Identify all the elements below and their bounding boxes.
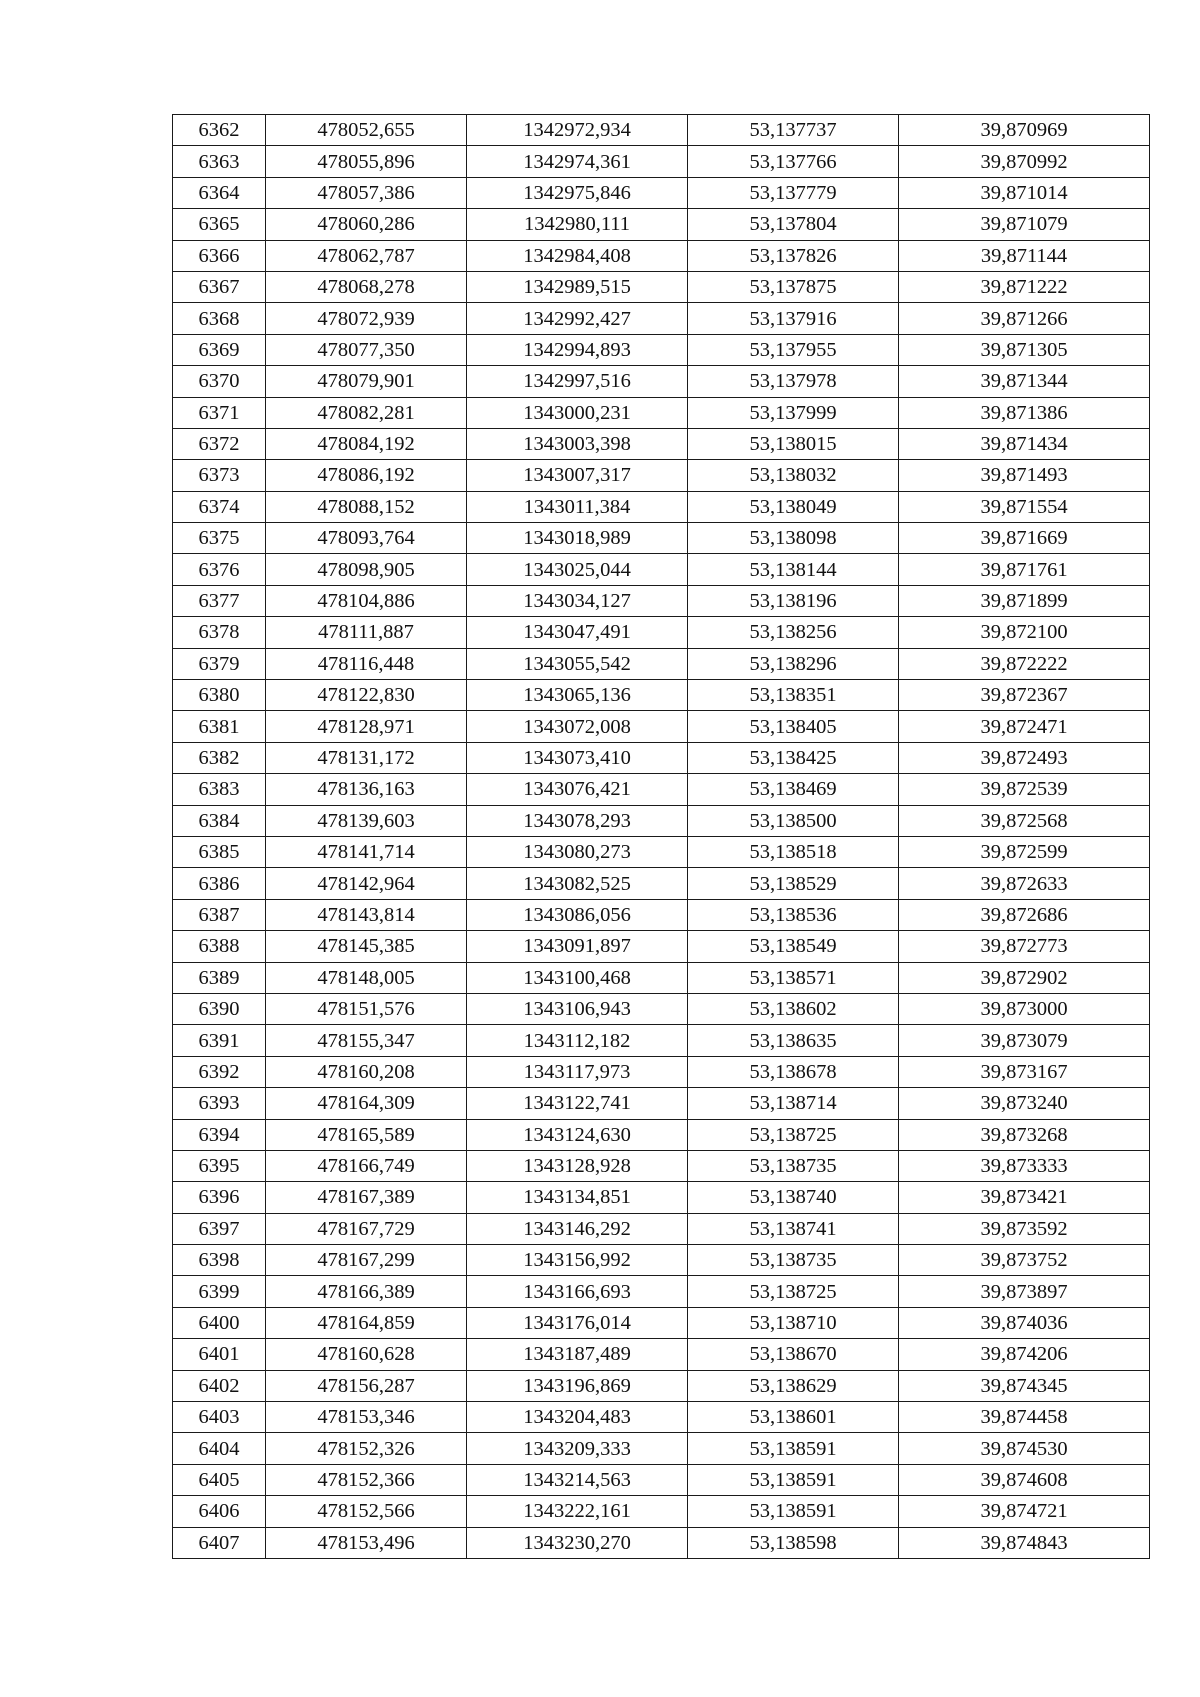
x-coordinate-cell: 478093,764: [266, 523, 467, 554]
longitude-cell: 39,872100: [899, 617, 1150, 648]
point-number-cell: 6401: [173, 1339, 266, 1370]
longitude-cell: 39,873333: [899, 1150, 1150, 1181]
table-row: [173, 1496, 1150, 1527]
table-row: [173, 1433, 1150, 1464]
point-number-cell: 6384: [173, 805, 266, 836]
y-coordinate-cell: 1343222,161: [467, 1496, 688, 1527]
longitude-cell: 39,873268: [899, 1119, 1150, 1150]
point-number-cell: 6387: [173, 899, 266, 930]
table-row: [173, 523, 1150, 554]
point-number-cell: 6395: [173, 1150, 266, 1181]
longitude-cell: 39,872599: [899, 836, 1150, 867]
point-number-cell: 6403: [173, 1402, 266, 1433]
x-coordinate-cell: 478060,286: [266, 209, 467, 240]
longitude-cell: 39,872493: [899, 742, 1150, 773]
table-row: [173, 585, 1150, 616]
y-coordinate-cell: 1343112,182: [467, 1025, 688, 1056]
latitude-cell: 53,138296: [688, 648, 899, 679]
y-coordinate-cell: 1343011,384: [467, 491, 688, 522]
x-coordinate-cell: 478111,887: [266, 617, 467, 648]
x-coordinate-cell: 478072,939: [266, 303, 467, 334]
y-coordinate-cell: 1342972,934: [467, 115, 688, 146]
latitude-cell: 53,138529: [688, 868, 899, 899]
longitude-cell: 39,874721: [899, 1496, 1150, 1527]
x-coordinate-cell: 478086,192: [266, 460, 467, 491]
table-row: [173, 554, 1150, 585]
longitude-cell: 39,871434: [899, 428, 1150, 459]
longitude-cell: 39,874345: [899, 1370, 1150, 1401]
y-coordinate-cell: 1343128,928: [467, 1150, 688, 1181]
table-row: [173, 1213, 1150, 1244]
y-coordinate-cell: 1343214,563: [467, 1464, 688, 1495]
table-row: [173, 1307, 1150, 1338]
longitude-cell: 39,871079: [899, 209, 1150, 240]
point-number-cell: 6393: [173, 1088, 266, 1119]
y-coordinate-cell: 1342992,427: [467, 303, 688, 334]
longitude-cell: 39,872568: [899, 805, 1150, 836]
x-coordinate-cell: 478141,714: [266, 836, 467, 867]
longitude-cell: 39,873421: [899, 1182, 1150, 1213]
latitude-cell: 53,138098: [688, 523, 899, 554]
point-number-cell: 6397: [173, 1213, 266, 1244]
y-coordinate-cell: 1343122,741: [467, 1088, 688, 1119]
y-coordinate-cell: 1343117,973: [467, 1056, 688, 1087]
table-row: [173, 1119, 1150, 1150]
latitude-cell: 53,138500: [688, 805, 899, 836]
point-number-cell: 6396: [173, 1182, 266, 1213]
longitude-cell: 39,871493: [899, 460, 1150, 491]
point-number-cell: 6373: [173, 460, 266, 491]
x-coordinate-cell: 478082,281: [266, 397, 467, 428]
point-number-cell: 6371: [173, 397, 266, 428]
latitude-cell: 53,138635: [688, 1025, 899, 1056]
latitude-cell: 53,137875: [688, 271, 899, 302]
table-row: [173, 680, 1150, 711]
y-coordinate-cell: 1343196,869: [467, 1370, 688, 1401]
x-coordinate-cell: 478156,287: [266, 1370, 467, 1401]
table-row: [173, 1370, 1150, 1401]
y-coordinate-cell: 1343106,943: [467, 993, 688, 1024]
point-number-cell: 6369: [173, 334, 266, 365]
table-row: [173, 1339, 1150, 1370]
table-row: [173, 931, 1150, 962]
longitude-cell: 39,874530: [899, 1433, 1150, 1464]
y-coordinate-cell: 1343078,293: [467, 805, 688, 836]
longitude-cell: 39,873240: [899, 1088, 1150, 1119]
point-number-cell: 6376: [173, 554, 266, 585]
latitude-cell: 53,138549: [688, 931, 899, 962]
latitude-cell: 53,138425: [688, 742, 899, 773]
point-number-cell: 6388: [173, 931, 266, 962]
latitude-cell: 53,138725: [688, 1276, 899, 1307]
longitude-cell: 39,873000: [899, 993, 1150, 1024]
latitude-cell: 53,137826: [688, 240, 899, 271]
y-coordinate-cell: 1343146,292: [467, 1213, 688, 1244]
table-row: [173, 805, 1150, 836]
table-row: [173, 240, 1150, 271]
x-coordinate-cell: 478116,448: [266, 648, 467, 679]
longitude-cell: 39,872471: [899, 711, 1150, 742]
longitude-cell: 39,872686: [899, 899, 1150, 930]
point-number-cell: 6366: [173, 240, 266, 271]
longitude-cell: 39,872222: [899, 648, 1150, 679]
y-coordinate-cell: 1342974,361: [467, 146, 688, 177]
x-coordinate-cell: 478152,566: [266, 1496, 467, 1527]
x-coordinate-cell: 478084,192: [266, 428, 467, 459]
latitude-cell: 53,138741: [688, 1213, 899, 1244]
longitude-cell: 39,871144: [899, 240, 1150, 271]
x-coordinate-cell: 478079,901: [266, 366, 467, 397]
x-coordinate-cell: 478153,346: [266, 1402, 467, 1433]
latitude-cell: 53,138591: [688, 1496, 899, 1527]
y-coordinate-cell: 1343055,542: [467, 648, 688, 679]
latitude-cell: 53,138598: [688, 1527, 899, 1558]
latitude-cell: 53,137766: [688, 146, 899, 177]
longitude-cell: 39,871305: [899, 334, 1150, 365]
longitude-cell: 39,873592: [899, 1213, 1150, 1244]
longitude-cell: 39,872539: [899, 774, 1150, 805]
y-coordinate-cell: 1342975,846: [467, 177, 688, 208]
table-row: [173, 1245, 1150, 1276]
table-row: [173, 993, 1150, 1024]
table-row: [173, 115, 1150, 146]
latitude-cell: 53,138714: [688, 1088, 899, 1119]
latitude-cell: 53,138015: [688, 428, 899, 459]
latitude-cell: 53,138602: [688, 993, 899, 1024]
longitude-cell: 39,872902: [899, 962, 1150, 993]
point-number-cell: 6399: [173, 1276, 266, 1307]
latitude-cell: 53,138571: [688, 962, 899, 993]
y-coordinate-cell: 1343166,693: [467, 1276, 688, 1307]
y-coordinate-cell: 1343076,421: [467, 774, 688, 805]
latitude-cell: 53,138710: [688, 1307, 899, 1338]
longitude-cell: 39,874608: [899, 1464, 1150, 1495]
x-coordinate-cell: 478160,208: [266, 1056, 467, 1087]
x-coordinate-cell: 478068,278: [266, 271, 467, 302]
table-row: [173, 1056, 1150, 1087]
table-row: [173, 648, 1150, 679]
x-coordinate-cell: 478164,309: [266, 1088, 467, 1119]
point-number-cell: 6385: [173, 836, 266, 867]
table-row: [173, 742, 1150, 773]
table-row: [173, 366, 1150, 397]
x-coordinate-cell: 478128,971: [266, 711, 467, 742]
y-coordinate-cell: 1343176,014: [467, 1307, 688, 1338]
x-coordinate-cell: 478165,589: [266, 1119, 467, 1150]
point-number-cell: 6370: [173, 366, 266, 397]
point-number-cell: 6405: [173, 1464, 266, 1495]
table-row: [173, 334, 1150, 365]
x-coordinate-cell: 478148,005: [266, 962, 467, 993]
table-row: [173, 177, 1150, 208]
table-row: [173, 962, 1150, 993]
latitude-cell: 53,138735: [688, 1245, 899, 1276]
latitude-cell: 53,137978: [688, 366, 899, 397]
x-coordinate-cell: 478136,163: [266, 774, 467, 805]
longitude-cell: 39,873079: [899, 1025, 1150, 1056]
longitude-cell: 39,871554: [899, 491, 1150, 522]
table-row: [173, 1088, 1150, 1119]
y-coordinate-cell: 1343018,989: [467, 523, 688, 554]
point-number-cell: 6383: [173, 774, 266, 805]
point-number-cell: 6362: [173, 115, 266, 146]
longitude-cell: 39,872773: [899, 931, 1150, 962]
point-number-cell: 6368: [173, 303, 266, 334]
latitude-cell: 53,138735: [688, 1150, 899, 1181]
y-coordinate-cell: 1343025,044: [467, 554, 688, 585]
longitude-cell: 39,874036: [899, 1307, 1150, 1338]
x-coordinate-cell: 478052,655: [266, 115, 467, 146]
y-coordinate-cell: 1343065,136: [467, 680, 688, 711]
y-coordinate-cell: 1343100,468: [467, 962, 688, 993]
longitude-cell: 39,871899: [899, 585, 1150, 616]
point-number-cell: 6402: [173, 1370, 266, 1401]
latitude-cell: 53,138591: [688, 1433, 899, 1464]
longitude-cell: 39,873897: [899, 1276, 1150, 1307]
y-coordinate-cell: 1343187,489: [467, 1339, 688, 1370]
y-coordinate-cell: 1343082,525: [467, 868, 688, 899]
x-coordinate-cell: 478152,326: [266, 1433, 467, 1464]
latitude-cell: 53,138469: [688, 774, 899, 805]
x-coordinate-cell: 478077,350: [266, 334, 467, 365]
table-row: [173, 899, 1150, 930]
longitude-cell: 39,870992: [899, 146, 1150, 177]
x-coordinate-cell: 478153,496: [266, 1527, 467, 1558]
point-number-cell: 6404: [173, 1433, 266, 1464]
latitude-cell: 53,138256: [688, 617, 899, 648]
table-row: [173, 617, 1150, 648]
table-row: [173, 711, 1150, 742]
table-row: [173, 491, 1150, 522]
latitude-cell: 53,138351: [688, 680, 899, 711]
latitude-cell: 53,138591: [688, 1464, 899, 1495]
latitude-cell: 53,138740: [688, 1182, 899, 1213]
y-coordinate-cell: 1343209,333: [467, 1433, 688, 1464]
point-number-cell: 6374: [173, 491, 266, 522]
table-row: [173, 1464, 1150, 1495]
x-coordinate-cell: 478160,628: [266, 1339, 467, 1370]
y-coordinate-cell: 1342984,408: [467, 240, 688, 271]
coordinates-table: [172, 114, 1150, 1559]
table-row: [173, 1182, 1150, 1213]
x-coordinate-cell: 478166,749: [266, 1150, 467, 1181]
latitude-cell: 53,138518: [688, 836, 899, 867]
y-coordinate-cell: 1343072,008: [467, 711, 688, 742]
point-number-cell: 6398: [173, 1245, 266, 1276]
table-row: [173, 271, 1150, 302]
y-coordinate-cell: 1343204,483: [467, 1402, 688, 1433]
longitude-cell: 39,871014: [899, 177, 1150, 208]
y-coordinate-cell: 1343003,398: [467, 428, 688, 459]
x-coordinate-cell: 478098,905: [266, 554, 467, 585]
point-number-cell: 6390: [173, 993, 266, 1024]
point-number-cell: 6392: [173, 1056, 266, 1087]
point-number-cell: 6364: [173, 177, 266, 208]
latitude-cell: 53,137999: [688, 397, 899, 428]
y-coordinate-cell: 1342980,111: [467, 209, 688, 240]
point-number-cell: 6386: [173, 868, 266, 899]
y-coordinate-cell: 1342994,893: [467, 334, 688, 365]
y-coordinate-cell: 1343124,630: [467, 1119, 688, 1150]
point-number-cell: 6367: [173, 271, 266, 302]
table-row: [173, 836, 1150, 867]
point-number-cell: 6363: [173, 146, 266, 177]
y-coordinate-cell: 1343156,992: [467, 1245, 688, 1276]
point-number-cell: 6379: [173, 648, 266, 679]
longitude-cell: 39,871386: [899, 397, 1150, 428]
table-row: [173, 146, 1150, 177]
longitude-cell: 39,871344: [899, 366, 1150, 397]
point-number-cell: 6391: [173, 1025, 266, 1056]
x-coordinate-cell: 478167,389: [266, 1182, 467, 1213]
longitude-cell: 39,871761: [899, 554, 1150, 585]
coordinates-table-body: [173, 115, 1150, 1559]
x-coordinate-cell: 478151,576: [266, 993, 467, 1024]
latitude-cell: 53,137916: [688, 303, 899, 334]
y-coordinate-cell: 1343080,273: [467, 836, 688, 867]
longitude-cell: 39,873752: [899, 1245, 1150, 1276]
table-row: [173, 868, 1150, 899]
y-coordinate-cell: 1343134,851: [467, 1182, 688, 1213]
table-row: [173, 1025, 1150, 1056]
x-coordinate-cell: 478055,896: [266, 146, 467, 177]
x-coordinate-cell: 478088,152: [266, 491, 467, 522]
point-number-cell: 6377: [173, 585, 266, 616]
longitude-cell: 39,871669: [899, 523, 1150, 554]
y-coordinate-cell: 1343086,056: [467, 899, 688, 930]
latitude-cell: 53,138725: [688, 1119, 899, 1150]
y-coordinate-cell: 1343230,270: [467, 1527, 688, 1558]
latitude-cell: 53,138670: [688, 1339, 899, 1370]
latitude-cell: 53,138144: [688, 554, 899, 585]
longitude-cell: 39,870969: [899, 115, 1150, 146]
point-number-cell: 6381: [173, 711, 266, 742]
latitude-cell: 53,138032: [688, 460, 899, 491]
longitude-cell: 39,872367: [899, 680, 1150, 711]
table-row: [173, 397, 1150, 428]
y-coordinate-cell: 1342989,515: [467, 271, 688, 302]
latitude-cell: 53,138678: [688, 1056, 899, 1087]
x-coordinate-cell: 478131,172: [266, 742, 467, 773]
latitude-cell: 53,138601: [688, 1402, 899, 1433]
x-coordinate-cell: 478139,603: [266, 805, 467, 836]
x-coordinate-cell: 478166,389: [266, 1276, 467, 1307]
table-row: [173, 774, 1150, 805]
x-coordinate-cell: 478155,347: [266, 1025, 467, 1056]
y-coordinate-cell: 1343073,410: [467, 742, 688, 773]
x-coordinate-cell: 478145,385: [266, 931, 467, 962]
latitude-cell: 53,138196: [688, 585, 899, 616]
table-row: [173, 428, 1150, 459]
x-coordinate-cell: 478167,729: [266, 1213, 467, 1244]
latitude-cell: 53,137737: [688, 115, 899, 146]
longitude-cell: 39,871266: [899, 303, 1150, 334]
table-row: [173, 303, 1150, 334]
point-number-cell: 6372: [173, 428, 266, 459]
latitude-cell: 53,137804: [688, 209, 899, 240]
longitude-cell: 39,872633: [899, 868, 1150, 899]
point-number-cell: 6389: [173, 962, 266, 993]
longitude-cell: 39,873167: [899, 1056, 1150, 1087]
point-number-cell: 6407: [173, 1527, 266, 1558]
y-coordinate-cell: 1343047,491: [467, 617, 688, 648]
table-row: [173, 209, 1150, 240]
y-coordinate-cell: 1343007,317: [467, 460, 688, 491]
latitude-cell: 53,137955: [688, 334, 899, 365]
y-coordinate-cell: 1343000,231: [467, 397, 688, 428]
x-coordinate-cell: 478164,859: [266, 1307, 467, 1338]
y-coordinate-cell: 1342997,516: [467, 366, 688, 397]
table-row: [173, 1150, 1150, 1181]
latitude-cell: 53,138629: [688, 1370, 899, 1401]
table-row: [173, 1402, 1150, 1433]
table-row: [173, 460, 1150, 491]
longitude-cell: 39,874843: [899, 1527, 1150, 1558]
latitude-cell: 53,137779: [688, 177, 899, 208]
x-coordinate-cell: 478104,886: [266, 585, 467, 616]
x-coordinate-cell: 478152,366: [266, 1464, 467, 1495]
point-number-cell: 6382: [173, 742, 266, 773]
point-number-cell: 6380: [173, 680, 266, 711]
x-coordinate-cell: 478062,787: [266, 240, 467, 271]
y-coordinate-cell: 1343091,897: [467, 931, 688, 962]
latitude-cell: 53,138405: [688, 711, 899, 742]
point-number-cell: 6406: [173, 1496, 266, 1527]
point-number-cell: 6394: [173, 1119, 266, 1150]
point-number-cell: 6375: [173, 523, 266, 554]
table-row: [173, 1527, 1150, 1558]
longitude-cell: 39,874206: [899, 1339, 1150, 1370]
x-coordinate-cell: 478122,830: [266, 680, 467, 711]
point-number-cell: 6378: [173, 617, 266, 648]
point-number-cell: 6400: [173, 1307, 266, 1338]
x-coordinate-cell: 478143,814: [266, 899, 467, 930]
x-coordinate-cell: 478057,386: [266, 177, 467, 208]
latitude-cell: 53,138536: [688, 899, 899, 930]
y-coordinate-cell: 1343034,127: [467, 585, 688, 616]
longitude-cell: 39,871222: [899, 271, 1150, 302]
x-coordinate-cell: 478142,964: [266, 868, 467, 899]
x-coordinate-cell: 478167,299: [266, 1245, 467, 1276]
latitude-cell: 53,138049: [688, 491, 899, 522]
table-row: [173, 1276, 1150, 1307]
longitude-cell: 39,874458: [899, 1402, 1150, 1433]
point-number-cell: 6365: [173, 209, 266, 240]
